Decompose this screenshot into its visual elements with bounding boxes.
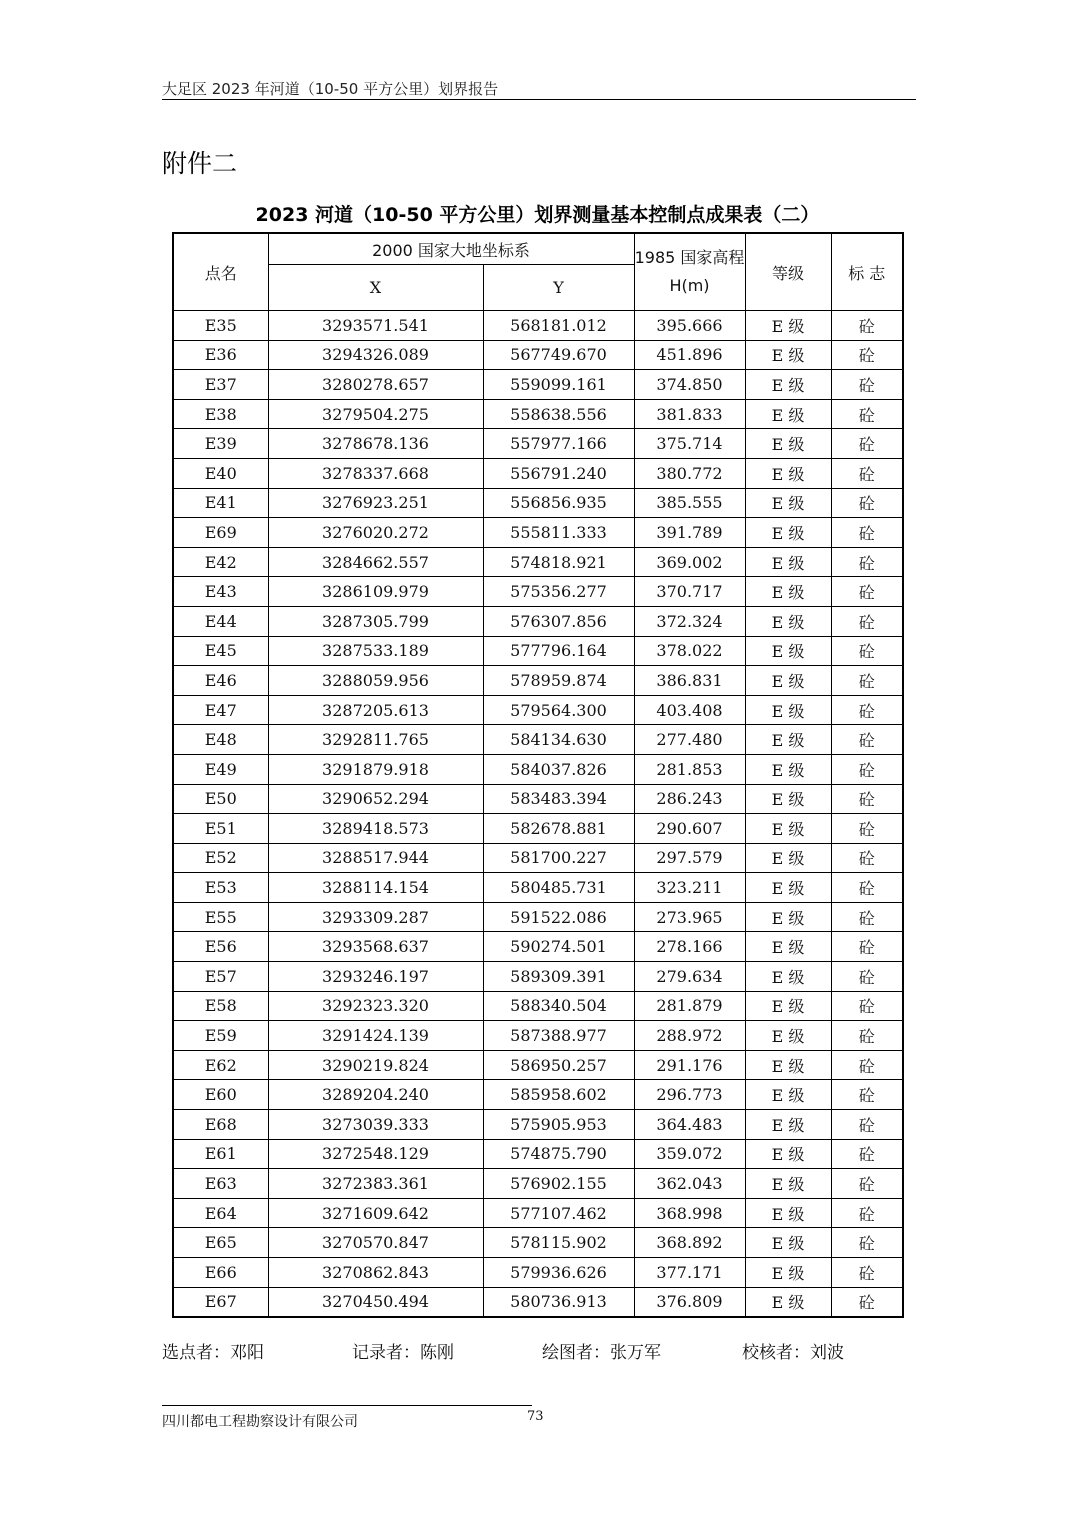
control-points-table	[172, 232, 904, 1318]
cell-marker: 砼	[831, 962, 903, 992]
cell-x: 3276020.272	[268, 518, 483, 548]
footer-divider	[162, 1405, 532, 1406]
cell-point-name: E64	[173, 1198, 268, 1228]
cell-marker: 砼	[831, 636, 903, 666]
cell-grade: E 级	[745, 843, 831, 873]
cell-marker: 砼	[831, 1139, 903, 1169]
cell-elevation: 369.002	[634, 547, 745, 577]
cell-point-name: E40	[173, 458, 268, 488]
cell-x: 3272548.129	[268, 1139, 483, 1169]
cell-point-name: E62	[173, 1050, 268, 1080]
cell-grade: E 级	[745, 1139, 831, 1169]
cell-elevation: 296.773	[634, 1080, 745, 1110]
cell-grade: E 级	[745, 311, 831, 341]
cell-elevation: 297.579	[634, 843, 745, 873]
cell-marker: 砼	[831, 429, 903, 459]
table-row	[173, 547, 903, 577]
cell-y: 575905.953	[483, 1110, 634, 1140]
cell-grade: E 级	[745, 695, 831, 725]
header-y: Y	[483, 265, 634, 311]
cell-grade: E 级	[745, 606, 831, 636]
cell-x: 3294326.089	[268, 340, 483, 370]
cell-marker: 砼	[831, 1198, 903, 1228]
cell-y: 589309.391	[483, 962, 634, 992]
cell-x: 3272383.361	[268, 1169, 483, 1199]
cell-marker: 砼	[831, 1169, 903, 1199]
cell-elevation: 368.998	[634, 1198, 745, 1228]
table-body	[173, 311, 903, 1318]
table-row	[173, 399, 903, 429]
cell-marker: 砼	[831, 1228, 903, 1258]
cell-elevation: 364.483	[634, 1110, 745, 1140]
cell-grade: E 级	[745, 902, 831, 932]
cell-grade: E 级	[745, 1258, 831, 1288]
header-grade: 等级	[745, 233, 831, 311]
selector-signature: 选点者：邓阳	[162, 1343, 264, 1363]
cell-grade: E 级	[745, 1198, 831, 1228]
appendix-title: 附件二	[162, 149, 238, 178]
cell-marker: 砼	[831, 725, 903, 755]
cell-y: 577107.462	[483, 1198, 634, 1228]
cell-y: 567749.670	[483, 340, 634, 370]
table-row	[173, 666, 903, 696]
cell-marker: 砼	[831, 488, 903, 518]
cell-y: 582678.881	[483, 814, 634, 844]
table-row	[173, 754, 903, 784]
cell-marker: 砼	[831, 784, 903, 814]
table-row	[173, 784, 903, 814]
table-row	[173, 429, 903, 459]
cell-point-name: E50	[173, 784, 268, 814]
checker-signature: 校核者：刘波	[742, 1343, 844, 1363]
cell-y: 579936.626	[483, 1258, 634, 1288]
cell-point-name: E43	[173, 577, 268, 607]
header-coord-system: 2000 国家大地坐标系	[268, 233, 634, 265]
cell-marker: 砼	[831, 606, 903, 636]
cell-grade: E 级	[745, 429, 831, 459]
cell-point-name: E55	[173, 902, 268, 932]
cell-y: 559099.161	[483, 370, 634, 400]
cell-point-name: E53	[173, 873, 268, 903]
cell-elevation: 279.634	[634, 962, 745, 992]
table-row	[173, 1198, 903, 1228]
cell-y: 580485.731	[483, 873, 634, 903]
cell-x: 3293246.197	[268, 962, 483, 992]
cell-grade: E 级	[745, 962, 831, 992]
cell-elevation: 391.789	[634, 518, 745, 548]
cell-grade: E 级	[745, 577, 831, 607]
cell-y: 583483.394	[483, 784, 634, 814]
cell-x: 3278337.668	[268, 458, 483, 488]
header-x: X	[268, 265, 483, 311]
cell-y: 584134.630	[483, 725, 634, 755]
cell-y: 574875.790	[483, 1139, 634, 1169]
cell-elevation: 385.555	[634, 488, 745, 518]
cell-point-name: E48	[173, 725, 268, 755]
table-row	[173, 370, 903, 400]
cell-grade: E 级	[745, 1169, 831, 1199]
table-row	[173, 488, 903, 518]
table-row	[173, 1110, 903, 1140]
cell-y: 555811.333	[483, 518, 634, 548]
cell-point-name: E41	[173, 488, 268, 518]
table-row	[173, 1258, 903, 1288]
cell-grade: E 级	[745, 1110, 831, 1140]
cell-y: 585958.602	[483, 1080, 634, 1110]
table-row	[173, 1021, 903, 1051]
cell-x: 3291424.139	[268, 1021, 483, 1051]
cell-x: 3287205.613	[268, 695, 483, 725]
cell-x: 3279504.275	[268, 399, 483, 429]
header-point-name: 点名	[173, 233, 268, 311]
cell-point-name: E52	[173, 843, 268, 873]
cell-grade: E 级	[745, 547, 831, 577]
cell-elevation: 368.892	[634, 1228, 745, 1258]
cell-x: 3273039.333	[268, 1110, 483, 1140]
cell-elevation: 378.022	[634, 636, 745, 666]
cell-marker: 砼	[831, 991, 903, 1021]
cell-point-name: E46	[173, 666, 268, 696]
cell-point-name: E66	[173, 1258, 268, 1288]
cell-x: 3280278.657	[268, 370, 483, 400]
cell-grade: E 级	[745, 636, 831, 666]
cell-y: 584037.826	[483, 754, 634, 784]
cell-y: 556791.240	[483, 458, 634, 488]
cell-point-name: E45	[173, 636, 268, 666]
cell-grade: E 级	[745, 873, 831, 903]
cell-x: 3288114.154	[268, 873, 483, 903]
cell-elevation: 281.879	[634, 991, 745, 1021]
cell-y: 556856.935	[483, 488, 634, 518]
cell-y: 588340.504	[483, 991, 634, 1021]
cell-elevation: 291.176	[634, 1050, 745, 1080]
cell-grade: E 级	[745, 1080, 831, 1110]
cell-y: 576902.155	[483, 1169, 634, 1199]
cell-x: 3293309.287	[268, 902, 483, 932]
cell-point-name: E59	[173, 1021, 268, 1051]
table-row	[173, 991, 903, 1021]
cell-point-name: E68	[173, 1110, 268, 1140]
cell-point-name: E35	[173, 311, 268, 341]
cell-grade: E 级	[745, 399, 831, 429]
table-row	[173, 1139, 903, 1169]
cell-x: 3270570.847	[268, 1228, 483, 1258]
cell-marker: 砼	[831, 695, 903, 725]
cell-marker: 砼	[831, 399, 903, 429]
cell-elevation: 290.607	[634, 814, 745, 844]
cell-y: 574818.921	[483, 547, 634, 577]
cell-y: 558638.556	[483, 399, 634, 429]
cell-x: 3278678.136	[268, 429, 483, 459]
cell-marker: 砼	[831, 902, 903, 932]
cell-marker: 砼	[831, 1287, 903, 1317]
cell-x: 3288059.956	[268, 666, 483, 696]
cell-marker: 砼	[831, 1021, 903, 1051]
cell-grade: E 级	[745, 488, 831, 518]
drafter-signature: 绘图者：张万军	[542, 1343, 661, 1363]
cell-point-name: E42	[173, 547, 268, 577]
cell-point-name: E51	[173, 814, 268, 844]
cell-x: 3276923.251	[268, 488, 483, 518]
cell-elevation: 372.324	[634, 606, 745, 636]
cell-point-name: E69	[173, 518, 268, 548]
cell-y: 577796.164	[483, 636, 634, 666]
cell-grade: E 级	[745, 754, 831, 784]
table-row	[173, 340, 903, 370]
cell-point-name: E38	[173, 399, 268, 429]
cell-point-name: E49	[173, 754, 268, 784]
cell-point-name: E36	[173, 340, 268, 370]
cell-elevation: 288.972	[634, 1021, 745, 1051]
cell-x: 3289204.240	[268, 1080, 483, 1110]
cell-y: 581700.227	[483, 843, 634, 873]
table-row	[173, 577, 903, 607]
cell-y: 578959.874	[483, 666, 634, 696]
cell-marker: 砼	[831, 547, 903, 577]
cell-point-name: E60	[173, 1080, 268, 1110]
cell-grade: E 级	[745, 814, 831, 844]
cell-grade: E 级	[745, 1287, 831, 1317]
cell-x: 3284662.557	[268, 547, 483, 577]
cell-marker: 砼	[831, 577, 903, 607]
cell-point-name: E39	[173, 429, 268, 459]
cell-point-name: E67	[173, 1287, 268, 1317]
cell-grade: E 级	[745, 370, 831, 400]
cell-point-name: E37	[173, 370, 268, 400]
header-divider	[162, 99, 916, 100]
cell-y: 586950.257	[483, 1050, 634, 1080]
table-row	[173, 458, 903, 488]
cell-grade: E 级	[745, 784, 831, 814]
cell-y: 587388.977	[483, 1021, 634, 1051]
cell-x: 3290219.824	[268, 1050, 483, 1080]
cell-marker: 砼	[831, 843, 903, 873]
page-number: 73	[527, 1409, 544, 1424]
cell-point-name: E61	[173, 1139, 268, 1169]
cell-x: 3292323.320	[268, 991, 483, 1021]
cell-marker: 砼	[831, 666, 903, 696]
cell-marker: 砼	[831, 1050, 903, 1080]
cell-marker: 砼	[831, 1080, 903, 1110]
cell-y: 580736.913	[483, 1287, 634, 1317]
table-row	[173, 962, 903, 992]
cell-grade: E 级	[745, 340, 831, 370]
cell-x: 3288517.944	[268, 843, 483, 873]
cell-x: 3271609.642	[268, 1198, 483, 1228]
table-row	[173, 695, 903, 725]
cell-x: 3270862.843	[268, 1258, 483, 1288]
cell-elevation: 281.853	[634, 754, 745, 784]
cell-y: 590274.501	[483, 932, 634, 962]
cell-marker: 砼	[831, 814, 903, 844]
header-marker: 标 志	[831, 233, 903, 311]
cell-x: 3286109.979	[268, 577, 483, 607]
cell-grade: E 级	[745, 458, 831, 488]
cell-point-name: E57	[173, 962, 268, 992]
cell-marker: 砼	[831, 754, 903, 784]
cell-x: 3287305.799	[268, 606, 483, 636]
cell-elevation: 323.211	[634, 873, 745, 903]
page-header: 大足区 2023 年河道（10-50 平方公里）划界报告	[162, 80, 499, 98]
footer-company: 四川都电工程勘察设计有限公司	[162, 1414, 358, 1430]
cell-grade: E 级	[745, 666, 831, 696]
cell-y: 591522.086	[483, 902, 634, 932]
cell-elevation: 374.850	[634, 370, 745, 400]
cell-elevation: 370.717	[634, 577, 745, 607]
cell-grade: E 级	[745, 1228, 831, 1258]
cell-point-name: E58	[173, 991, 268, 1021]
cell-elevation: 359.072	[634, 1139, 745, 1169]
cell-marker: 砼	[831, 458, 903, 488]
table-row	[173, 1080, 903, 1110]
table-row	[173, 932, 903, 962]
cell-elevation: 273.965	[634, 902, 745, 932]
table-row	[173, 518, 903, 548]
cell-elevation: 375.714	[634, 429, 745, 459]
cell-x: 3293571.541	[268, 311, 483, 341]
cell-grade: E 级	[745, 991, 831, 1021]
cell-y: 578115.902	[483, 1228, 634, 1258]
cell-point-name: E63	[173, 1169, 268, 1199]
cell-x: 3293568.637	[268, 932, 483, 962]
cell-marker: 砼	[831, 932, 903, 962]
cell-x: 3292811.765	[268, 725, 483, 755]
cell-grade: E 级	[745, 1050, 831, 1080]
cell-point-name: E56	[173, 932, 268, 962]
cell-x: 3270450.494	[268, 1287, 483, 1317]
cell-grade: E 级	[745, 518, 831, 548]
table-row	[173, 1169, 903, 1199]
cell-elevation: 381.833	[634, 399, 745, 429]
cell-x: 3291879.918	[268, 754, 483, 784]
cell-marker: 砼	[831, 518, 903, 548]
cell-marker: 砼	[831, 340, 903, 370]
cell-point-name: E65	[173, 1228, 268, 1258]
cell-point-name: E47	[173, 695, 268, 725]
cell-y: 576307.856	[483, 606, 634, 636]
table-row	[173, 1287, 903, 1317]
cell-elevation: 377.171	[634, 1258, 745, 1288]
cell-grade: E 级	[745, 1021, 831, 1051]
cell-elevation: 386.831	[634, 666, 745, 696]
table-row	[173, 1050, 903, 1080]
table-row	[173, 636, 903, 666]
cell-elevation: 376.809	[634, 1287, 745, 1317]
recorder-signature: 记录者：陈刚	[352, 1343, 454, 1363]
cell-elevation: 403.408	[634, 695, 745, 725]
table-title: 2023 河道（10-50 平方公里）划界测量基本控制点成果表（二）	[255, 204, 820, 226]
cell-elevation: 277.480	[634, 725, 745, 755]
cell-marker: 砼	[831, 1110, 903, 1140]
cell-y: 568181.012	[483, 311, 634, 341]
cell-y: 579564.300	[483, 695, 634, 725]
cell-elevation: 380.772	[634, 458, 745, 488]
table-row	[173, 814, 903, 844]
cell-marker: 砼	[831, 370, 903, 400]
cell-elevation: 451.896	[634, 340, 745, 370]
cell-elevation: 362.043	[634, 1169, 745, 1199]
table-row	[173, 725, 903, 755]
table-row	[173, 873, 903, 903]
cell-grade: E 级	[745, 932, 831, 962]
cell-x: 3287533.189	[268, 636, 483, 666]
table-row	[173, 311, 903, 341]
cell-x: 3290652.294	[268, 784, 483, 814]
cell-x: 3289418.573	[268, 814, 483, 844]
cell-elevation: 395.666	[634, 311, 745, 341]
cell-marker: 砼	[831, 873, 903, 903]
table-row	[173, 902, 903, 932]
cell-elevation: 286.243	[634, 784, 745, 814]
cell-marker: 砼	[831, 311, 903, 341]
header-elevation: 1985 国家高程 H(m)	[634, 233, 745, 311]
cell-marker: 砼	[831, 1258, 903, 1288]
cell-grade: E 级	[745, 725, 831, 755]
table-row	[173, 843, 903, 873]
cell-elevation: 278.166	[634, 932, 745, 962]
table-row	[173, 1228, 903, 1258]
cell-y: 575356.277	[483, 577, 634, 607]
cell-y: 557977.166	[483, 429, 634, 459]
cell-point-name: E44	[173, 606, 268, 636]
table-row	[173, 606, 903, 636]
